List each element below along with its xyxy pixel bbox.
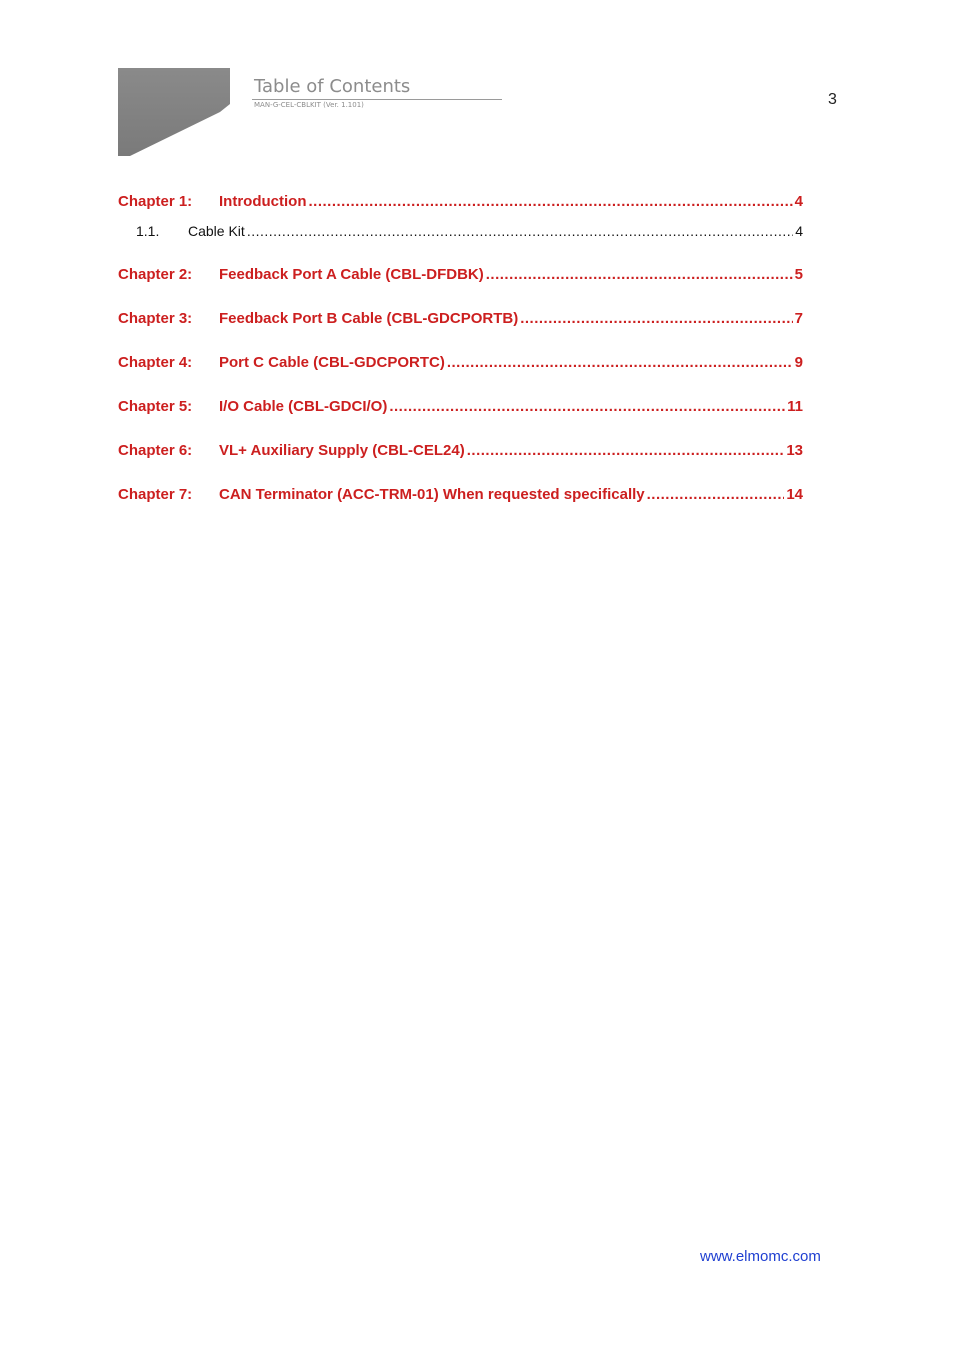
toc-entry-page: 7: [794, 310, 803, 327]
toc-entry-title: Feedback Port B Cable (CBL-GDCPORTB): [219, 310, 519, 327]
toc-entry-chapter-1[interactable]: [118, 193, 803, 213]
toc-entry-number: Chapter 1:: [118, 193, 193, 210]
toc-entry-chapter-6[interactable]: [118, 442, 803, 462]
toc-entry-page: 14: [786, 486, 803, 503]
toc-entry-chapter-2[interactable]: [118, 266, 803, 286]
toc-entry-chapter-3[interactable]: [118, 310, 803, 330]
toc-entry-number: Chapter 3:: [118, 310, 193, 327]
toc-dot-leader: [647, 486, 785, 503]
toc-dot-leader: [308, 193, 792, 210]
toc-entry-number: Chapter 2:: [118, 266, 193, 283]
header-rule: [252, 99, 502, 100]
toc-dot-leader: [447, 354, 793, 371]
header-title: Table of Contents: [254, 76, 411, 97]
toc-entry-chapter-7[interactable]: [118, 486, 803, 506]
toc-dot-leader: [247, 223, 793, 239]
toc-entry-title: Feedback Port A Cable (CBL-DFDBK): [219, 266, 484, 283]
toc-entry-number: 1.1.: [136, 223, 160, 239]
toc-dot-leader: [389, 398, 785, 415]
toc-entry-title: VL+ Auxiliary Supply (CBL-CEL24): [219, 442, 465, 459]
toc-entry-page: 4: [794, 193, 803, 210]
toc-entry-page: 13: [786, 442, 803, 459]
toc-dot-leader: [467, 442, 785, 459]
toc-dot-leader: [486, 266, 793, 283]
toc-entry-number: Chapter 4:: [118, 354, 193, 371]
toc-entry-number: Chapter 6:: [118, 442, 193, 459]
toc-entry-section-1-1[interactable]: [136, 223, 803, 243]
footer-website-link[interactable]: www.elmomc.com: [700, 1248, 821, 1265]
header-logo-shape: [118, 68, 230, 156]
toc-entry-title: Introduction: [219, 193, 307, 210]
toc-entry-page: 9: [794, 354, 803, 371]
toc-entry-title: Cable Kit: [188, 223, 245, 239]
toc-entry-chapter-5[interactable]: [118, 398, 803, 418]
toc-entry-number: Chapter 5:: [118, 398, 193, 415]
toc-entry-chapter-4[interactable]: [118, 354, 803, 374]
toc-entry-title: I/O Cable (CBL-GDCI/O): [219, 398, 388, 415]
toc-entry-title: CAN Terminator (ACC-TRM-01) When requested specifically: [219, 486, 645, 503]
toc-dot-leader: [520, 310, 792, 327]
page-number: 3: [828, 91, 837, 108]
toc-entry-page: 11: [787, 398, 803, 415]
toc-entry-number: Chapter 7:: [118, 486, 193, 503]
toc-entry-title: Port C Cable (CBL-GDCPORTC): [219, 354, 445, 371]
header-doc-id: MAN-G-CEL-CBLKIT (Ver. 1.101): [254, 101, 364, 109]
toc-entry-page: 4: [795, 223, 803, 239]
toc-entry-page: 5: [794, 266, 803, 283]
